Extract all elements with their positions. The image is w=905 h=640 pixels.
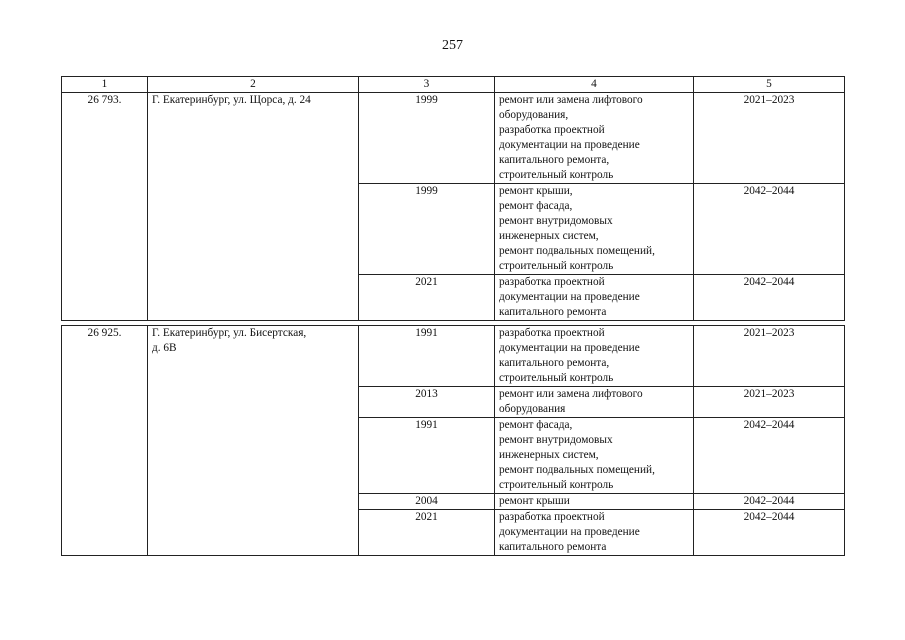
work-line: разработка проектной: [499, 327, 605, 339]
work-line: документации на проведение: [499, 291, 640, 303]
column-number-5: 5: [694, 77, 845, 93]
column-number-3: 3: [359, 77, 495, 93]
work-line: оборудования: [499, 403, 566, 415]
work-line: ремонт внутридомовых: [499, 215, 613, 227]
work-year: 2013: [359, 387, 495, 418]
work-period: 2021–2023: [694, 387, 845, 418]
work-line: капитального ремонта,: [499, 154, 610, 166]
work-description: [495, 418, 694, 494]
work-line: инженерных систем,: [499, 230, 599, 242]
work-line: строительный контроль: [499, 479, 614, 491]
work-description: [495, 494, 694, 510]
work-description: [495, 93, 694, 184]
work-description: [495, 184, 694, 275]
work-description: [495, 275, 694, 321]
page-number: 257: [442, 38, 463, 53]
work-line: строительный контроль: [499, 372, 614, 384]
entry-address: [148, 326, 359, 556]
works-table-bottom: [61, 325, 845, 556]
work-description: [495, 387, 694, 418]
work-description: [495, 510, 694, 556]
column-number-2: 2: [148, 77, 359, 93]
work-line: документации на проведение: [499, 139, 640, 151]
work-period: 2021–2023: [694, 326, 845, 387]
work-line: инженерных систем,: [499, 449, 599, 461]
column-number-4: 4: [495, 77, 694, 93]
work-line: строительный контроль: [499, 169, 614, 181]
entry-number: 26 925.: [62, 326, 148, 556]
work-line: документации на проведение: [499, 526, 640, 538]
work-line: разработка проектной: [499, 511, 605, 523]
address-line: д. 6В: [152, 342, 177, 354]
work-line: ремонт подвальных помещений,: [499, 464, 655, 476]
work-description: [495, 326, 694, 387]
work-period: 2042–2044: [694, 418, 845, 494]
work-year: 1991: [359, 418, 495, 494]
work-period: 2042–2044: [694, 184, 845, 275]
work-line: строительный контроль: [499, 260, 614, 272]
work-year: 1999: [359, 184, 495, 275]
work-line: оборудования,: [499, 109, 569, 121]
work-year: 2021: [359, 275, 495, 321]
work-line: ремонт внутридомовых: [499, 434, 613, 446]
work-line: ремонт фасада,: [499, 419, 573, 431]
work-line: капитального ремонта: [499, 306, 607, 318]
work-year: 2004: [359, 494, 495, 510]
table-row: [62, 326, 845, 387]
work-line: разработка проектной: [499, 276, 605, 288]
work-line: разработка проектной: [499, 124, 605, 136]
column-number-row: [62, 77, 845, 93]
entry-number: 26 793.: [62, 93, 148, 321]
work-line: ремонт или замена лифтового: [499, 388, 643, 400]
work-line: капитального ремонта: [499, 541, 607, 553]
entry-address: [148, 93, 359, 321]
address-line: Г. Екатеринбург, ул. Бисертская,: [152, 327, 307, 339]
work-period: 2042–2044: [694, 510, 845, 556]
work-line: ремонт крыши,: [499, 185, 573, 197]
work-line: документации на проведение: [499, 342, 640, 354]
work-line: ремонт фасада,: [499, 200, 573, 212]
work-line: ремонт или замена лифтового: [499, 94, 643, 106]
work-year: 2021: [359, 510, 495, 556]
work-line: ремонт подвальных помещений,: [499, 245, 655, 257]
work-period: 2042–2044: [694, 494, 845, 510]
works-table-top: [61, 76, 845, 321]
work-line: капитального ремонта,: [499, 357, 610, 369]
table-row: [62, 93, 845, 184]
work-year: 1991: [359, 326, 495, 387]
column-number-1: 1: [62, 77, 148, 93]
work-period: 2021–2023: [694, 93, 845, 184]
work-period: 2042–2044: [694, 275, 845, 321]
work-year: 1999: [359, 93, 495, 184]
work-line: ремонт крыши: [499, 495, 570, 507]
address-line: Г. Екатеринбург, ул. Щорса, д. 24: [152, 94, 311, 106]
